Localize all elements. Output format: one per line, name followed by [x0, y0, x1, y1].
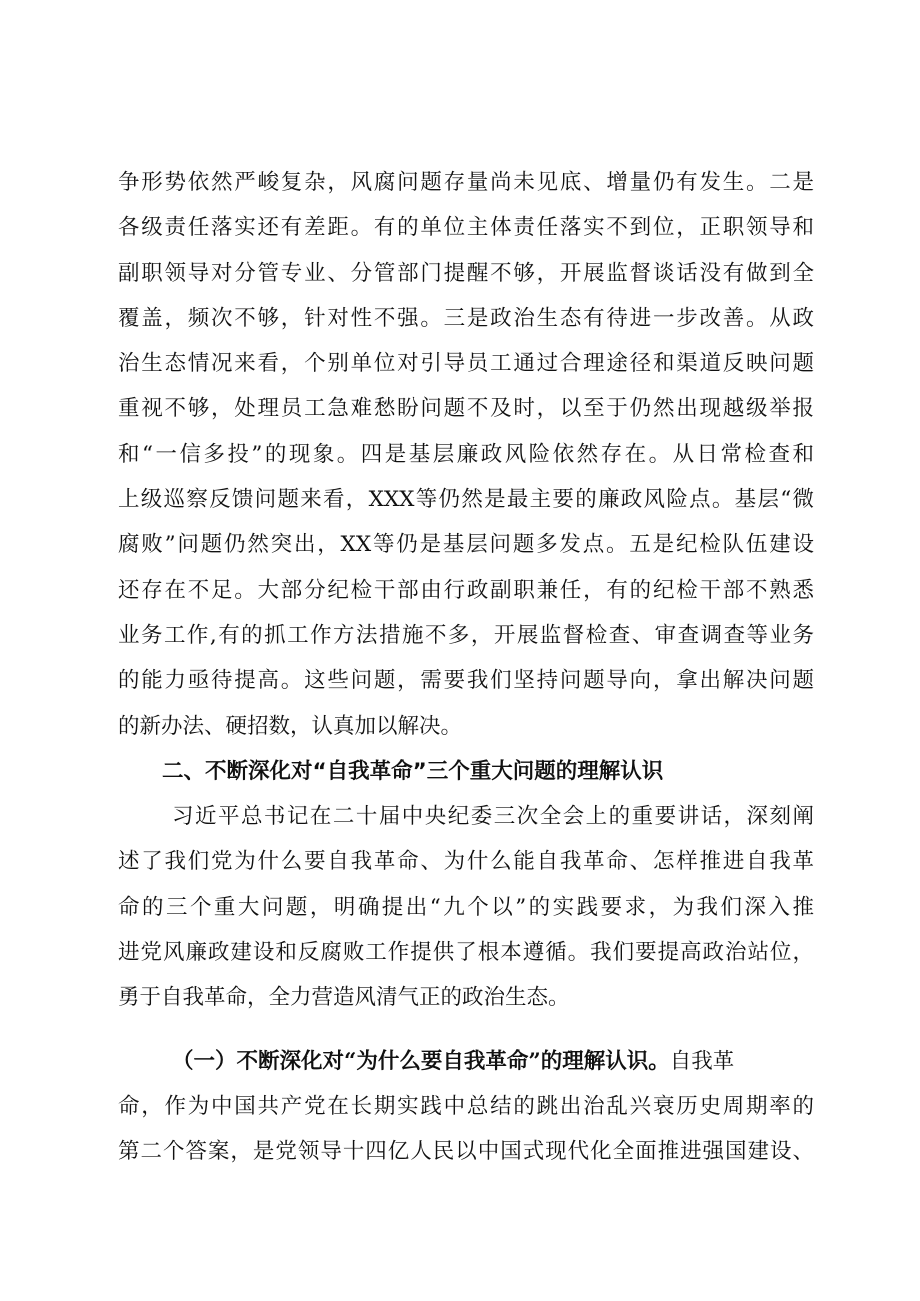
paragraph-problems	[118, 160, 814, 749]
paragraph-speech	[118, 794, 814, 1020]
text-line: 治生态情况来看，个别单位对引导员工通过合理途径和渠道反映问题	[118, 351, 814, 377]
text-line: 的新办法、硬招数，认真加以解决。	[118, 713, 463, 739]
text-line: 和“一信多投”的现象。四是基层廉政风险依然存在。从日常检查和	[118, 441, 814, 467]
text-line: 勇于自我革命，全力营造风清气正的政治生态。	[118, 985, 570, 1011]
subsection-heading: （一）不断深化对“为什么要自我革命”的理解认识。	[172, 1048, 670, 1074]
text-line: 副职领导对分管专业、分管部门提醒不够，开展监督谈话没有做到全	[118, 260, 814, 286]
document-body	[118, 160, 814, 1175]
text-line: 第二个答案，是党领导十四亿人民以中国式现代化全面推进强国建设、	[118, 1139, 814, 1165]
text-line: 腐败”问题仍然突出，XX等仍是基层问题多发点。五是纪检队伍建设	[118, 532, 814, 558]
text-line: 各级责任落实还有差距。有的单位主体责任落实不到位，正职领导和	[118, 215, 814, 241]
text-line: 上级巡察反馈问题来看，XXX等仍然是最主要的廉政风险点。基层“微	[118, 487, 814, 513]
text-line: 还存在不足。大部分纪检干部由行政副职兼任，有的纪检干部不熟悉	[118, 577, 814, 603]
text-line: 覆盖，频次不够，针对性不强。三是政治生态有待进一步改善。从政	[118, 305, 814, 331]
text-line: 重视不够，处理员工急难愁盼问题不及时，以至于仍然出现越级举报	[118, 396, 814, 422]
text-line: 业务工作,有的抓工作方法措施不多，开展监督检查、审查调查等业务	[118, 622, 814, 648]
text-line: 的能力亟待提高。这些问题，需要我们坚持问题导向，拿出解决问题	[118, 668, 814, 694]
text-line: 进党风廉政建设和反腐败工作提供了根本遵循。我们要提高政治站位，	[118, 940, 814, 966]
text-line: 命，作为中国共产党在长期实践中总结的跳出治乱兴衰历史周期率的	[118, 1093, 814, 1119]
paragraph-why-self-revolution	[118, 1039, 814, 1175]
text-line	[118, 1039, 814, 1084]
text-line: 命的三个重大问题，明确提出“九个以”的实践要求，为我们深入推	[118, 894, 814, 920]
section-heading: 二、不断深化对“自我革命”三个重大问题的理解认识	[162, 758, 664, 784]
text-line: 习近平总书记在二十届中央纪委三次全会上的重要讲话，深刻阐	[172, 804, 814, 830]
subsection-text-start: 自我革	[669, 1048, 735, 1074]
text-line: 述了我们党为什么要自我革命、为什么能自我革命、怎样推进自我革	[118, 849, 814, 875]
text-line: 争形势依然严峻复杂，风腐问题存量尚未见底、增量仍有发生。二是	[118, 170, 814, 195]
